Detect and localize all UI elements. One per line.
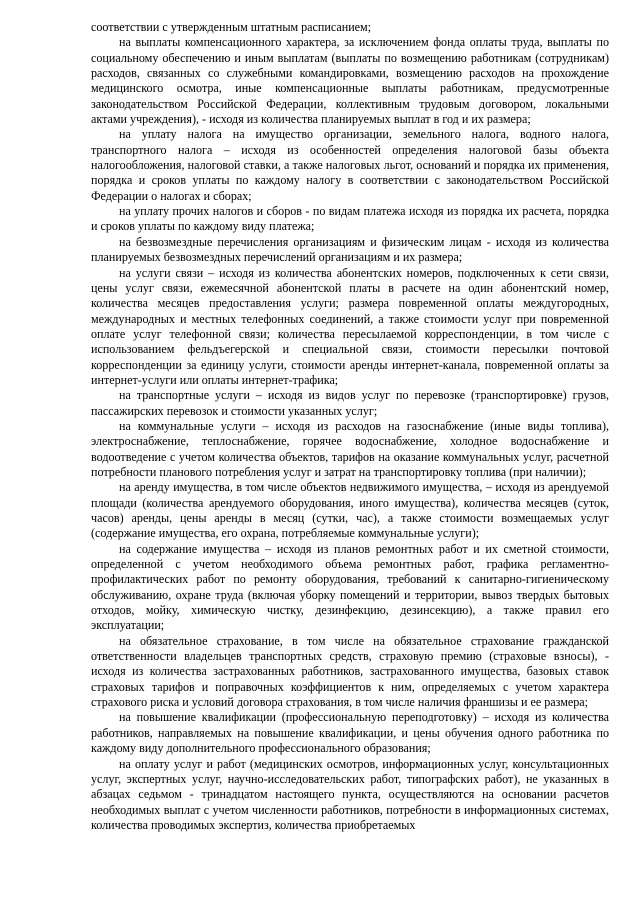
paragraph-qualification-training: на повышение квалификации (профессиональную переподготовку) – исходя из количества работников, направляемых на повышение квалификации, и цены обучения одного работника по каждому виду дополнительного профессионального образования; [91, 710, 609, 756]
document-page [91, 20, 609, 833]
paragraph-property-tax: на уплату налога на имущество организации, земельного налога, водного налога, транспортного налога – исходя из особенностей определения налоговой базы объекта налогообложения, налоговой ставки, а также налоговых льгот, оснований и порядка их применения, порядка и сроков уплаты по каждому налогу в соответствии с законодательством Российской Федерации о налогах и сборах; [91, 127, 609, 203]
paragraph-services-payment: на оплату услуг и работ (медицинских осмотров, информационных услуг, консультационных услуг, экспертных услуг, научно-исследовательских работ, типографских работ), не указанных в абзацах седьмом - тринадцатом настоящего пункта, осуществляются на основании расчетов необходимых выплат с учетом численности работников, потребности в информационных системах, количества проводимых экспертиз, количества приобретаемых [91, 756, 609, 832]
paragraph-mandatory-insurance: на обязательное страхование, в том числе на обязательное страхование гражданской ответственности владельцев транспортных средств, страховую премию (страховые взносы), - исходя из количества застрахованных работников, застрахованного имущества, базовых ставок страховых тарифов и поправочных коэффициентов к ним, определяемых с учетом характера страхового риска и условий договора страхования, в том числе наличия франшизы и ее размера; [91, 633, 609, 710]
paragraph-transport-services: на транспортные услуги – исходя из видов услуг по перевозке (транспортировке) грузов, пассажирских перевозок и стоимости указанных услуг; [91, 388, 609, 418]
paragraph-property-rent: на аренду имущества, в том числе объектов недвижимого имущества, – исходя из арендуемой площади (количества арендуемого оборудования, иного имущества), количества месяцев (суток, часов) аренды, цены аренды в месяц (сутки, час), а также стоимости возмещаемых услуг (содержание имущества, его охрана, потребляемые коммунальные услуги); [91, 480, 609, 541]
paragraph-communication-services: на услуги связи – исходя из количества абонентских номеров, подключенных к сети связи, цены услуг связи, ежемесячной абонентской платы в расчете на один абонентский номер, количества месяцев предоставления услуги; размера повременной оплаты междугородных, международных и местных телефонных соединений, а также стоимости услуг при повременной оплате услуг телефонной связи; количества пересылаемой корреспонденции, в том числе с использованием фельдъегерской и специальной связи, стоимости пересылки почтовой корреспонденции за единицу услуги, стоимости аренды интернет-канала, повременной оплаты за интернет-услуги или оплаты интернет-трафика; [91, 265, 609, 387]
paragraph-gratuitous-transfers: на безвозмездные перечисления организациям и физическим лицам - исходя из количества планируемых безвозмездных перечислений организациям и их размера; [91, 234, 609, 265]
paragraph-other-taxes: на уплату прочих налогов и сборов - по видам платежа исходя из порядка их расчета, порядка и сроков уплаты по каждому виду платежа; [91, 204, 609, 234]
paragraph-property-maintenance: на содержание имущества – исходя из планов ремонтных работ и их сметной стоимости, определенной с учетом необходимого объема ремонтных работ, графика регламентно-профилактических работ по ремонту оборудования, требований к санитарно-гигиеническому обслуживанию, охране труда (включая уборку помещений и территории, вывоз твердых бытовых отходов, мойку, химическую чистку, дезинфекцию, дезинсекцию), а также правил его эксплуатации; [91, 541, 609, 633]
paragraph-continuation: соответствии с утвержденным штатным расписанием; [91, 20, 372, 34]
paragraph-utility-services: на коммунальные услуги – исходя из расходов на газоснабжение (иные виды топлива), электроснабжение, теплоснабжение, горячее водоснабжение, холодное водоснабжение и водоотведение с учетом количества объектов, тарифов на оказание коммунальных услуг, расчетной потребности планового потребления услуг и затрат на транспортировку топлива (при наличии); [91, 418, 609, 479]
paragraph-compensation-payments: на выплаты компенсационного характера, за исключением фонда оплаты труда, выплаты по социальному обеспечению и иным выплатам (выплаты по возмещению работникам (сотрудникам) расходов, связанных со служебными командировками, возмещению расходов на прохождение медицинского осмотра, иные компенсационные выплаты работникам, предусмотренные законодательством Российской Федерации, коллективным трудовым договором, локальными актами учреждения), - исходя из количества планируемых выплат в год и их размера; [91, 35, 609, 127]
